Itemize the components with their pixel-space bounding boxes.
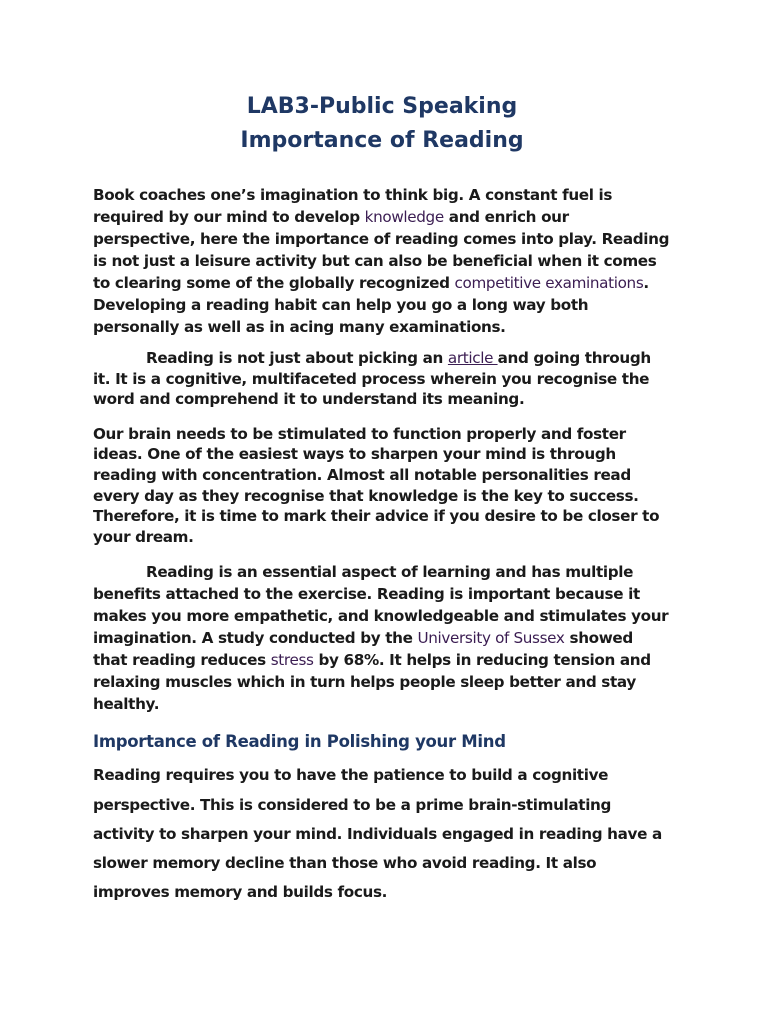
paragraph-2-text-b: and going through it. It is a cognitive, multifaceted process wherein you recognise the word and comprehend it to understand its meaning. bbox=[93, 349, 651, 409]
section-heading: Importance of Reading in Polishing your Mind bbox=[93, 732, 506, 752]
paragraph-3: Our brain needs to be stimulated to function properly and foster ideas. One of the easiest ways to sharpen your mind is through reading with concentration. Almost all notable personalities read every day as they recognise that knowledge is the key to success. Therefore, it is time to mark their advice if you desire to be closer to your dream. bbox=[93, 424, 660, 546]
paragraph-5: Reading requires you to have the patience to build a cognitive perspective. This is considered to be a prime brain-stimulating activity to sharpen your mind. Individuals engaged in reading have a slower memory decline than those who avoid reading. It also improves memory and builds focus. bbox=[93, 766, 662, 902]
link-stress[interactable]: stress bbox=[270, 651, 314, 670]
paragraph-1 bbox=[93, 184, 671, 338]
paragraph-4-text-c: by 68%. It helps in reducing tension and relaxing muscles which in turn helps people sleep better and stay healthy. bbox=[93, 651, 651, 714]
paragraph-1-text-a: Book coaches one’s imagination to think big. A constant fuel is required by our mind to develop bbox=[93, 186, 613, 226]
title-line-1: LAB3-Public Speaking bbox=[246, 94, 518, 119]
title-line-2: Importance of Reading bbox=[240, 128, 524, 153]
link-university-of-sussex[interactable]: University of Sussex bbox=[417, 629, 565, 648]
document-page bbox=[93, 90, 671, 907]
paragraph-2 bbox=[93, 348, 671, 410]
paragraph-2-text-a: Reading is not just about picking an bbox=[146, 349, 448, 367]
link-competitive-examinations[interactable]: competitive examinations bbox=[454, 274, 644, 292]
paragraph-4-text-b: showed that reading reduces bbox=[93, 629, 633, 670]
paragraph-1-text-b: and enrich our perspective, here the importance of reading comes into play. Reading is not just a leisure activity but can also be beneficial when it comes to clearing some of the globally recognized bbox=[93, 208, 670, 292]
paragraph-1-text-c: . Developing a reading habit can help you go a long way both personally as well as in acing many examinations. bbox=[93, 274, 649, 336]
link-article[interactable]: article bbox=[447, 349, 498, 367]
paragraph-4 bbox=[93, 561, 671, 715]
paragraph-4-text-a: Reading is an essential aspect of learning and has multiple benefits attached to the exercise. Reading is important because it makes you more empathetic, and knowledgeable and stimulates your imagination. A study conducted by the bbox=[93, 563, 669, 648]
document-title bbox=[93, 90, 671, 158]
link-knowledge[interactable]: knowledge bbox=[364, 208, 444, 226]
